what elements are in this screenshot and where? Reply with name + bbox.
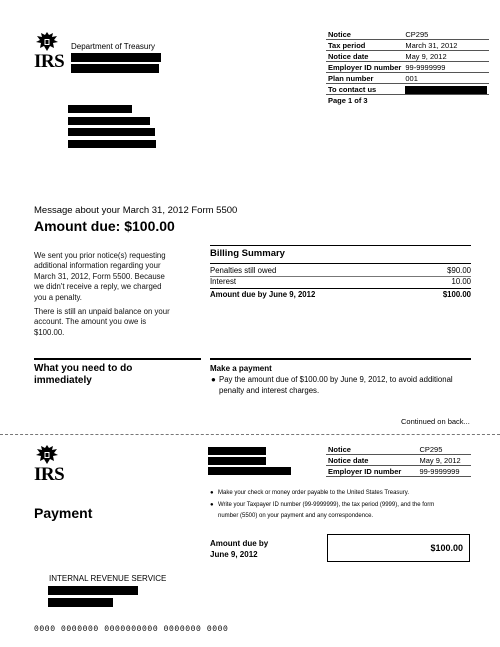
- billing-value: $90.00: [447, 266, 471, 275]
- instruction-line: penalty and interest charges.: [219, 385, 320, 395]
- tax-period-value: March 31, 2012: [403, 40, 489, 51]
- irs-wordmark: IRS: [34, 51, 65, 72]
- plan-number-label: Plan number: [326, 73, 403, 84]
- billing-value: 10.00: [451, 277, 471, 286]
- voucher-ein-label: Employer ID number: [326, 466, 417, 477]
- irs-logo-voucher: [34, 443, 64, 484]
- voucher-amount-label: [210, 539, 268, 560]
- contact-label: To contact us: [326, 84, 403, 95]
- actions-right-rule: [210, 358, 471, 360]
- billing-label: Interest: [210, 277, 237, 286]
- contact-row: [326, 84, 489, 95]
- ein-row: [326, 62, 489, 73]
- voucher-instruction-2: [218, 500, 480, 521]
- plan-number-row: [326, 73, 489, 84]
- paragraph-line: There is still an unpaid balance on your: [34, 307, 170, 316]
- ein-label: Employer ID number: [328, 62, 402, 72]
- payment-title: Payment: [34, 505, 93, 521]
- billing-total-rule: [210, 288, 471, 289]
- paragraph-line: We sent you prior notice(s) requesting: [34, 251, 166, 260]
- actions-heading-line: What you need to do: [34, 363, 133, 374]
- amount-label-line: June 9, 2012: [210, 549, 258, 559]
- billing-total-value: $100.00: [442, 290, 471, 299]
- voucher-notice-row: [326, 444, 471, 455]
- redacted-payer-line: [208, 467, 291, 475]
- notice-date-value: May 9, 2012: [403, 51, 489, 62]
- redacted-payer-line: [208, 447, 266, 455]
- explanation-paragraph: [34, 251, 204, 303]
- instruction-line: number (5500) on your payment and any correspondence.: [218, 512, 374, 519]
- billing-row-penalties: [210, 266, 471, 275]
- paragraph-line: March 31, 2012, Form 5500. Because: [34, 271, 165, 281]
- notice-date-row: [326, 51, 489, 62]
- amount-enclosed-value: $100.00: [430, 543, 463, 553]
- billing-row-interest: [210, 277, 471, 286]
- voucher-ein-value: 99-9999999: [417, 466, 471, 477]
- billing-summary-title: Billing Summary: [210, 248, 285, 259]
- amount-enclosed-box[interactable]: [327, 534, 470, 562]
- notice-date-label: Notice date: [326, 51, 403, 62]
- paragraph-line: $100.00.: [34, 327, 65, 337]
- billing-total-label: Amount due by June 9, 2012: [210, 290, 316, 299]
- irs-wordmark: IRS: [34, 464, 65, 485]
- bullet-icon: ●: [210, 490, 214, 496]
- actions-left-rule: [34, 358, 201, 360]
- eagle-icon: [34, 30, 60, 53]
- billing-row-total: [210, 290, 471, 299]
- amount-label-line: Amount due by: [210, 539, 269, 548]
- message-subtitle: Message about your March 31, 2012 Form 5500: [34, 205, 238, 216]
- voucher-date-label: Notice date: [326, 455, 417, 466]
- voucher-notice-label: Notice: [326, 444, 417, 455]
- actions-heading-line: immediately: [34, 374, 92, 386]
- department-name: Department of Treasury: [71, 42, 156, 51]
- tax-period-row: [326, 40, 489, 51]
- tax-period-label: Tax period: [326, 40, 403, 51]
- make-payment-title: Make a payment: [210, 364, 272, 373]
- instruction-line: Write your Taxpayer ID number (99-9999999), the tax period (9999), and the form: [218, 502, 435, 508]
- notice-row: [326, 29, 489, 40]
- page-indicator: Page 1 of 3: [328, 95, 368, 105]
- redacted-recipient-line: [68, 105, 132, 113]
- notice-info-table: [326, 29, 489, 105]
- notice-value: CP295: [403, 29, 489, 40]
- voucher-notice-value: CP295: [417, 444, 471, 455]
- billing-top-rule: [210, 245, 471, 246]
- plan-number-value: 001: [403, 73, 489, 84]
- voucher-ein-row: [326, 466, 471, 477]
- voucher-info-table: [326, 444, 471, 477]
- paragraph-line: you a penalty.: [34, 292, 82, 302]
- contact-value-redacted: [403, 84, 489, 95]
- page-row: [326, 95, 489, 106]
- instruction-line: Pay the amount due of $100.00 by June 9, 2012, to avoid additional: [219, 375, 453, 384]
- paragraph-line: additional information regarding your: [34, 261, 161, 271]
- payment-instruction: [219, 375, 479, 397]
- redacted-irs-address-line: [48, 598, 113, 607]
- redacted-irs-address-line: [48, 586, 138, 595]
- amount-due-heading: Amount due: $100.00: [34, 218, 175, 234]
- paragraph-line: account. The amount you owe is: [34, 317, 147, 327]
- tear-off-line: [0, 434, 500, 435]
- paragraph-line: we didn't receive a reply, we charged: [34, 282, 162, 292]
- actions-heading: [34, 363, 132, 386]
- continued-note: Continued on back...: [401, 417, 470, 426]
- scan-line-numbers: 0000 0000000 0000000000 0000000 0000: [34, 625, 229, 634]
- redacted-payer-line: [208, 457, 266, 465]
- eagle-icon: [34, 443, 60, 466]
- irs-logo: [34, 30, 64, 71]
- voucher-instruction-1: Make your check or money order payable to the United States Treasury.: [218, 490, 409, 496]
- notice-label: Notice: [326, 29, 403, 40]
- voucher-date-value: May 9, 2012: [417, 455, 471, 466]
- redacted-recipient-line: [68, 140, 156, 148]
- bullet-icon: ●: [210, 502, 214, 508]
- voucher-date-row: [326, 455, 471, 466]
- billing-title-rule: [210, 263, 471, 264]
- irs-address-name: INTERNAL REVENUE SERVICE: [49, 574, 167, 583]
- redacted-address-line: [71, 53, 161, 62]
- balance-paragraph: [34, 307, 204, 338]
- ein-value: 99-9999999: [403, 62, 489, 73]
- redacted-recipient-line: [68, 117, 150, 125]
- billing-label: Penalties still owed: [210, 266, 277, 275]
- bullet-icon: ●: [211, 375, 216, 384]
- redacted-address-line: [71, 64, 159, 73]
- redacted-recipient-line: [68, 128, 155, 136]
